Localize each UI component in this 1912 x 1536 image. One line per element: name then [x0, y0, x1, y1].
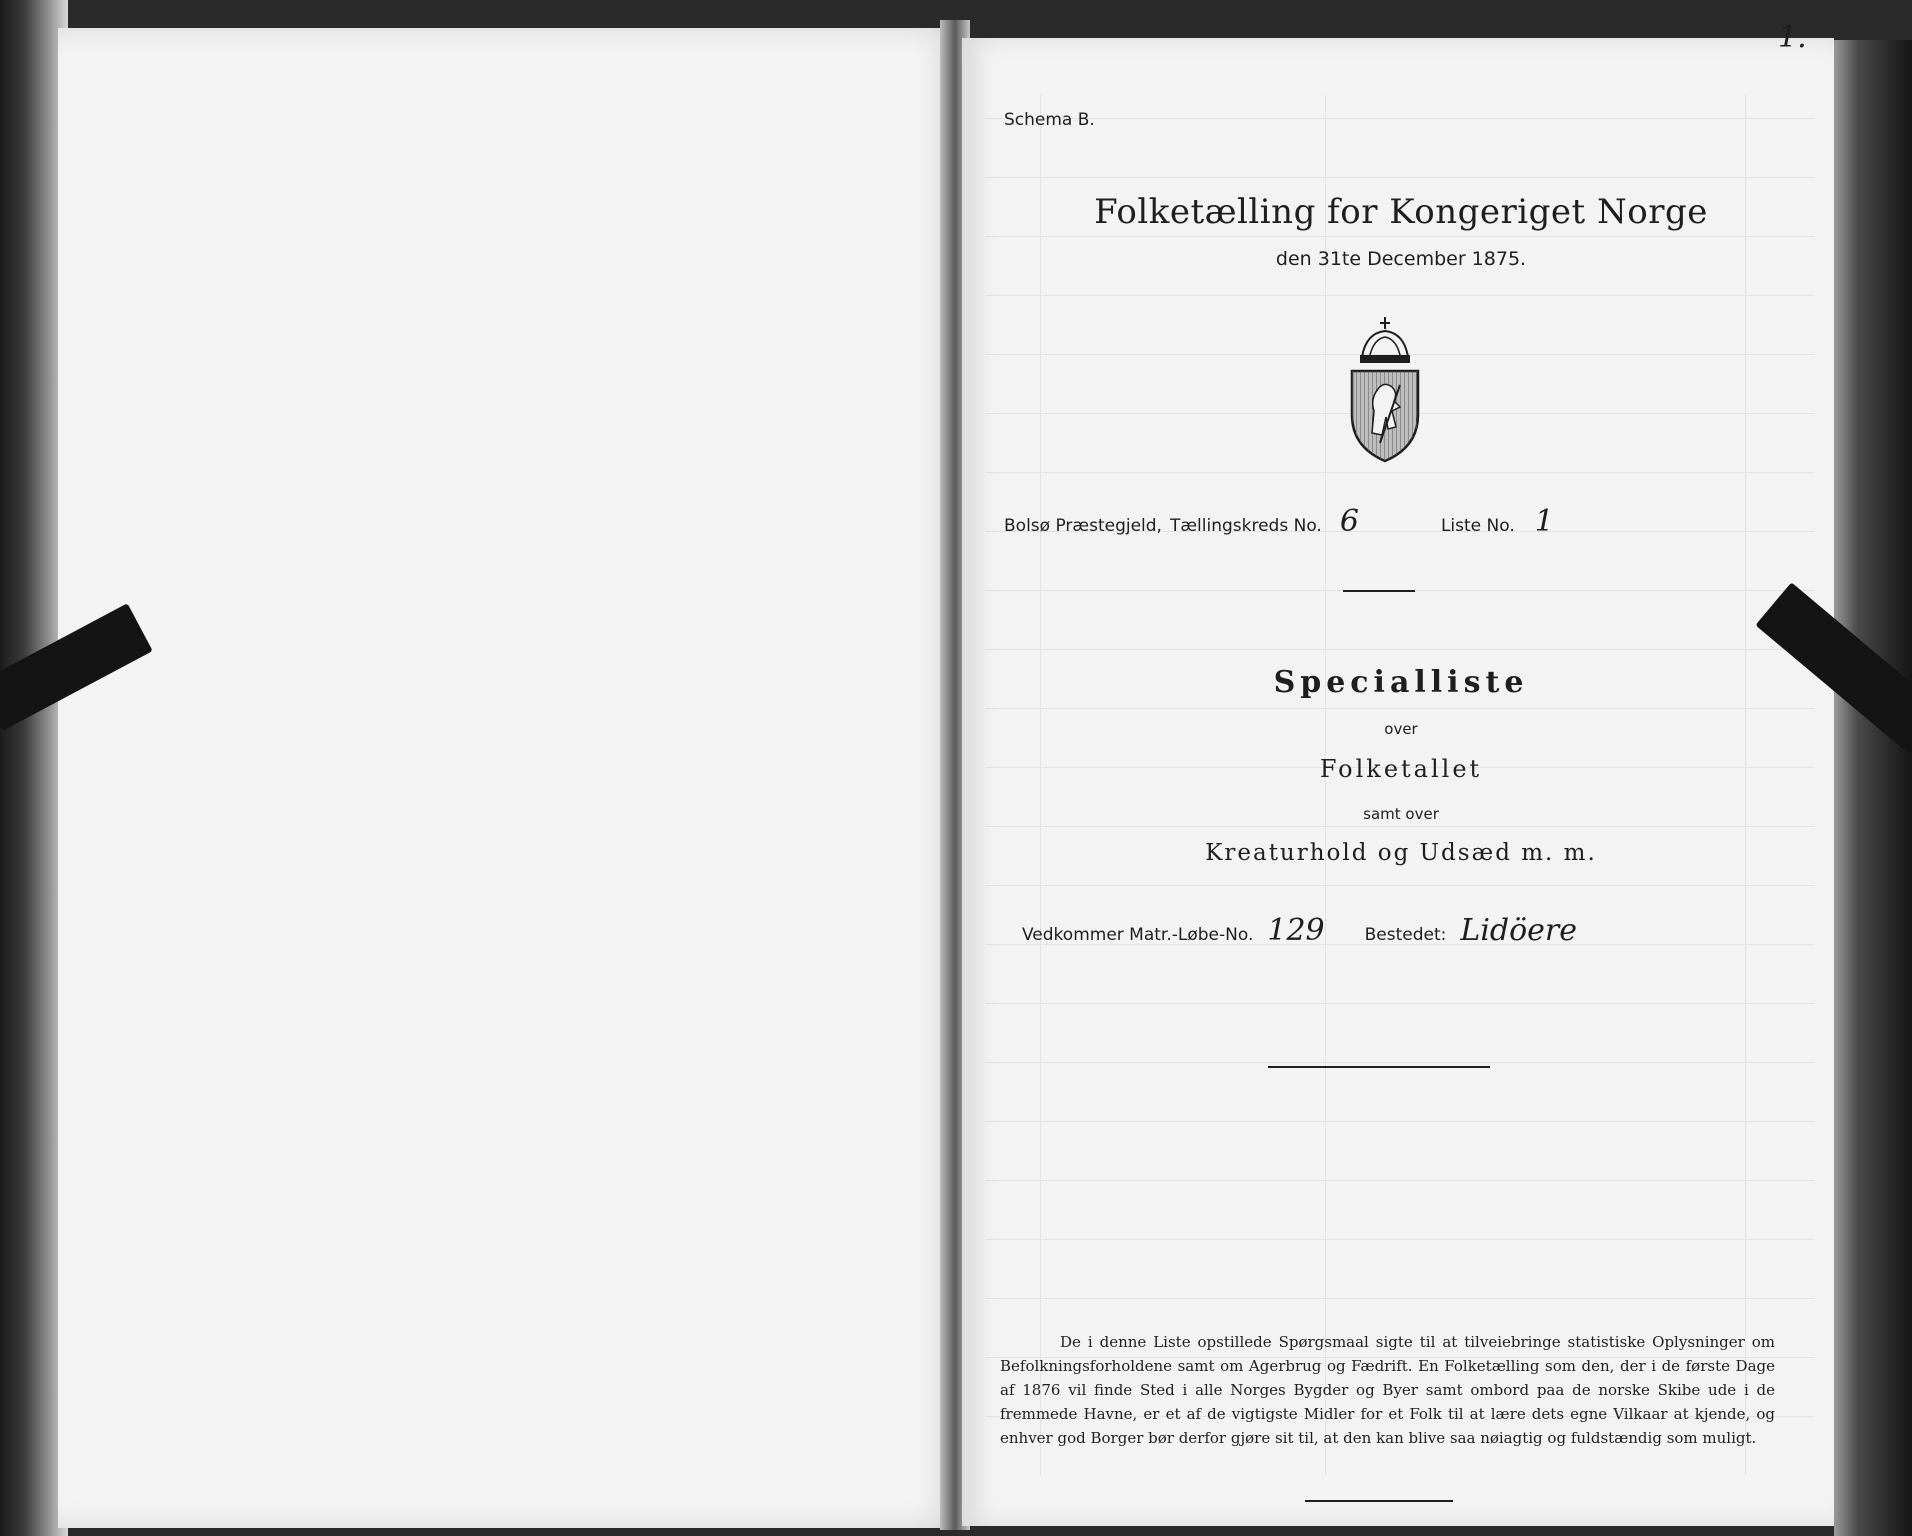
- kreaturhold-heading: Kreaturhold og Udsæd m. m.: [1205, 840, 1597, 866]
- place-label: Bestedet:: [1364, 925, 1447, 945]
- norwegian-coat-of-arms-icon: [1340, 315, 1430, 465]
- book-edge-right: [1834, 40, 1912, 1536]
- census-title: Folketælling for Kongeriget Norge: [1094, 192, 1708, 232]
- folketallet-heading: Folketallet: [1319, 755, 1483, 783]
- page-number: 1.: [1778, 20, 1807, 55]
- divider-rule-top: [1343, 590, 1415, 592]
- specialliste-heading: Specialliste: [1273, 665, 1529, 700]
- instructions-paragraph: De i denne Liste opstillede Spørgsmaal sigte til at tilveiebringe statistiske Oplysninger om Befolkningsforholdene samt om Agerbrug og Fædrift. En Folketælling som den, der i de første Dage af 1876 vil finde Sted i alle Norges Bygder og Byer samt ombord paa de norske Skibe ude i de fremmede Havne, er et af de vigtigste Midler for et Folk til at lære dets egne Vilkaar at kjende, og enhver god Borger bør derfor gjøre sit til, at den kan blive saa nøiagtig og fuldstændig som muligt.: [1000, 1333, 1775, 1447]
- census-district-value: 6: [1339, 504, 1359, 539]
- place-value: Lidöere: [1460, 913, 1578, 948]
- census-date: den 31te December 1875.: [1275, 248, 1527, 270]
- census-district-label: Tællingskreds No.: [1169, 516, 1322, 536]
- property-line: [1022, 913, 1577, 948]
- district-line: [1004, 504, 1554, 539]
- list-value: 1: [1534, 504, 1554, 539]
- matr-value: 129: [1267, 913, 1325, 948]
- parish-label: Bolsø Præstegjeld,: [1004, 516, 1162, 536]
- schema-label: Schema B.: [1004, 110, 1095, 130]
- samt-over-label: samt over: [1363, 805, 1439, 823]
- blank-left-page: [58, 28, 958, 1528]
- list-label: Liste No.: [1440, 516, 1515, 536]
- divider-rule-bottom: [1305, 1500, 1453, 1502]
- matr-label: Vedkommer Matr.-Løbe-No.: [1022, 925, 1254, 945]
- over-label: over: [1384, 720, 1418, 738]
- divider-rule-middle: [1268, 1066, 1490, 1068]
